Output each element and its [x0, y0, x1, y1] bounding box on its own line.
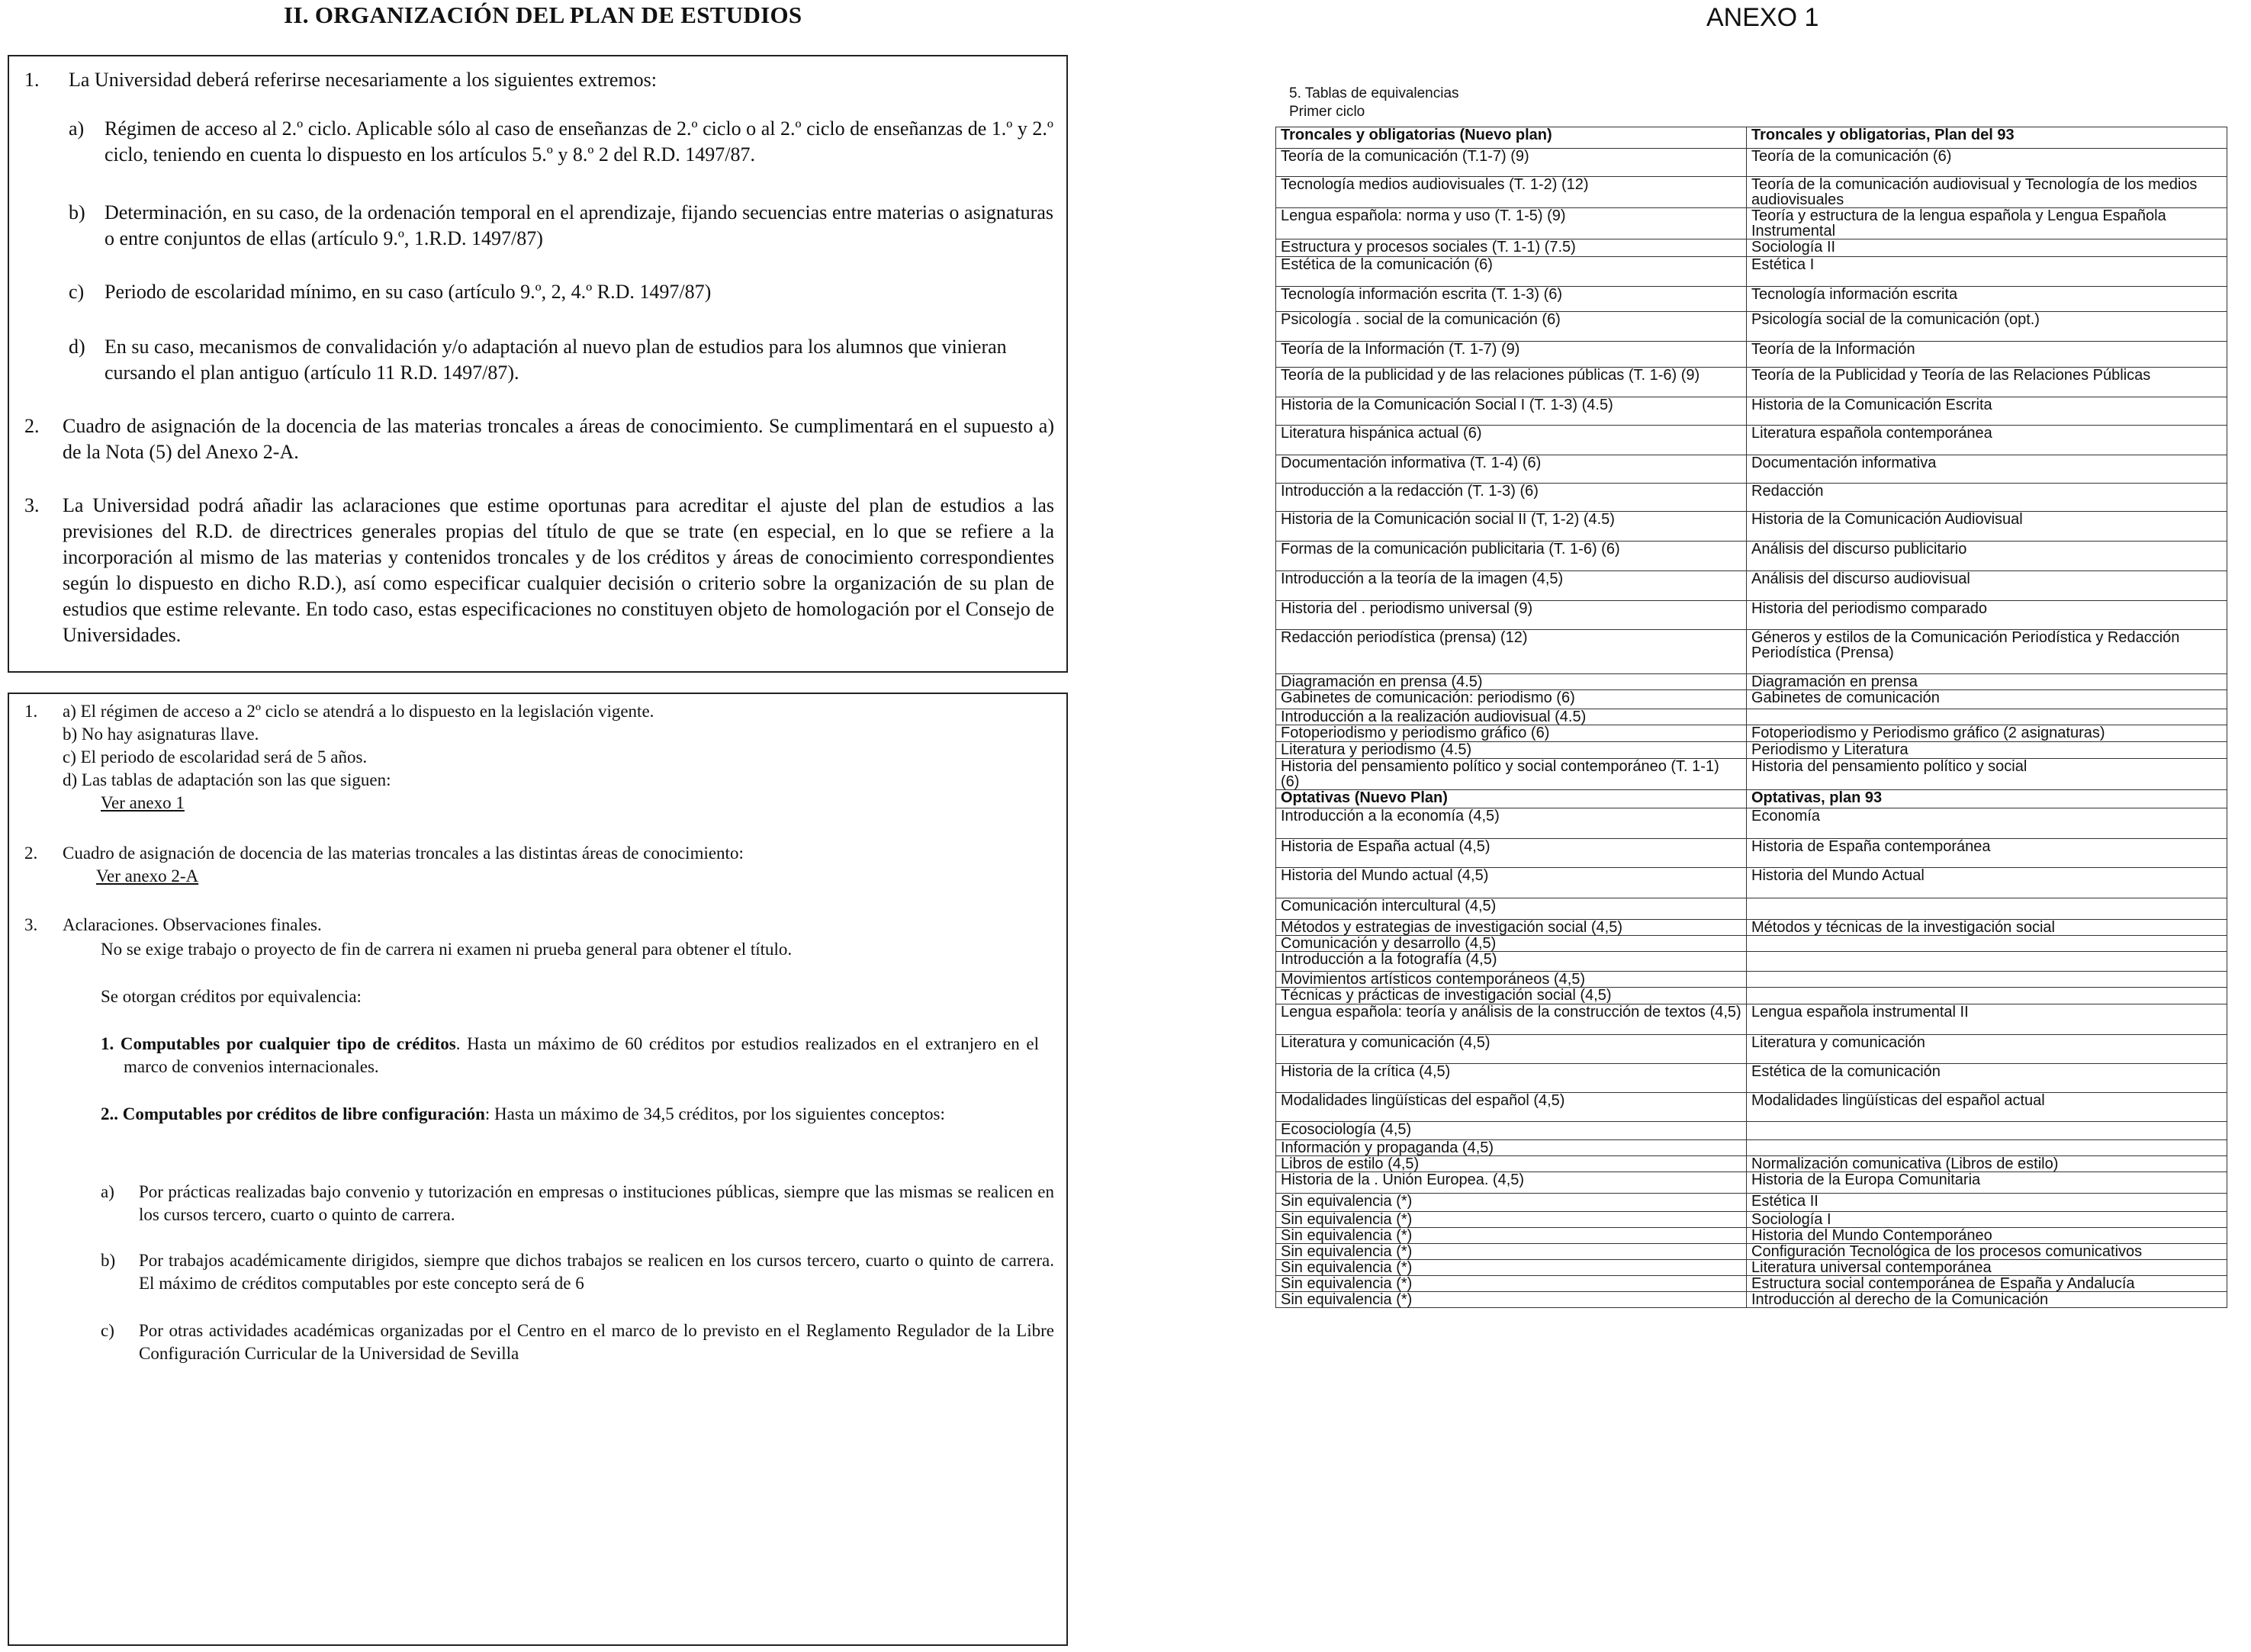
cell-plan-93: Literatura española contemporánea: [1747, 426, 2227, 455]
cell-plan-93: Periodismo y Literatura: [1747, 742, 2227, 759]
cell-new-plan: Formas de la comunicación publicitaria (T. 1-6) (6): [1276, 542, 1747, 571]
cell-new-plan: Modalidades lingüísticas del español (4,5): [1276, 1093, 1747, 1122]
cell-new-plan: Literatura y periodismo (4.5): [1276, 742, 1747, 759]
cell-new-plan: Literatura y comunicación (4,5): [1276, 1035, 1747, 1064]
cell-new-plan: Teoría de la publicidad y de las relaciones públicas (T. 1-6) (9): [1276, 368, 1747, 397]
cell-plan-93: Gabinetes de comunicación: [1747, 690, 2227, 709]
header-cell-plan-93: Optativas, plan 93: [1747, 790, 2227, 808]
cell-new-plan: Introducción a la redacción (T. 1-3) (6): [1276, 484, 1747, 512]
cell-new-plan: Literatura hispánica actual (6): [1276, 426, 1747, 455]
item-letter: a): [101, 1182, 114, 1201]
cell-plan-93: Sociología II: [1747, 239, 2227, 257]
cell-plan-93: [1747, 936, 2227, 952]
credit-concept-2: [101, 1103, 1056, 1126]
cell-new-plan: Introducción a la economía (4,5): [1276, 808, 1747, 839]
cell-new-plan: Historia del Mundo actual (4,5): [1276, 868, 1747, 898]
response-line: c) El periodo de escolaridad será de 5 años.: [63, 747, 368, 767]
cell-new-plan: Lengua española: teoría y análisis de la construcción de textos (4,5): [1276, 1004, 1747, 1035]
cell-new-plan: Tecnología información escrita (T. 1-3) (6): [1276, 287, 1747, 312]
cell-new-plan: Comunicación intercultural (4,5): [1276, 898, 1747, 920]
table-row: [1276, 1004, 2227, 1035]
table-row: [1276, 725, 2227, 742]
cell-plan-93: Literatura universal contemporánea: [1747, 1260, 2227, 1276]
cell-plan-93: Estética II: [1747, 1194, 2227, 1212]
table-row: [1276, 484, 2227, 512]
table-row: [1276, 149, 2227, 177]
cell-new-plan: Redacción periodística (prensa) (12): [1276, 630, 1747, 674]
response-box: [8, 693, 1068, 1646]
cell-plan-93: Historia del Mundo Contemporáneo: [1747, 1228, 2227, 1244]
cell-new-plan: Introducción a la fotografía (4,5): [1276, 952, 1747, 972]
table-row: [1276, 512, 2227, 542]
table-row: [1276, 988, 2227, 1004]
cell-plan-93: Teoría de la comunicación (6): [1747, 149, 2227, 177]
cell-new-plan: Sin equivalencia (*): [1276, 1276, 1747, 1292]
item-number: 3.: [24, 915, 38, 934]
cell-new-plan: Psicología . social de la comunicación (6): [1276, 312, 1747, 342]
response-line: Cuadro de asignación de docencia de las materias troncales a las distintas áreas de conocimiento:: [63, 844, 744, 863]
cell-new-plan: Comunicación y desarrollo (4,5): [1276, 936, 1747, 952]
cell-new-plan: Técnicas y prácticas de investigación social (4,5): [1276, 988, 1747, 1004]
cell-new-plan: Sin equivalencia (*): [1276, 1194, 1747, 1212]
table-row: [1276, 868, 2227, 898]
cell-plan-93: [1747, 988, 2227, 1004]
table-row: [1276, 1035, 2227, 1064]
table-row: [1276, 312, 2227, 342]
section-label: 5. Tablas de equivalencias: [1289, 85, 1459, 101]
cell-new-plan: Sin equivalencia (*): [1276, 1292, 1747, 1308]
response-line: Se otorgan créditos por equivalencia:: [101, 987, 362, 1006]
item-letter: d): [69, 336, 85, 358]
table-row: [1276, 630, 2227, 674]
cell-new-plan: Historia de la Comunicación social II (T, 1-2) (4.5): [1276, 512, 1747, 542]
cell-new-plan: Movimientos artísticos contemporáneos (4,5): [1276, 972, 1747, 988]
cell-plan-93: Modalidades lingüísticas del español actual: [1747, 1093, 2227, 1122]
table-row: [1276, 759, 2227, 790]
cell-plan-93: Configuración Tecnológica de los procesos comunicativos: [1747, 1244, 2227, 1260]
item-letter: b): [69, 201, 85, 223]
cell-new-plan: Sin equivalencia (*): [1276, 1244, 1747, 1260]
table-row: [1276, 674, 2227, 690]
cell-plan-93: Historia de la Europa Comunitaria: [1747, 1172, 2227, 1194]
table-row: [1276, 1093, 2227, 1122]
table-row: [1276, 1276, 2227, 1292]
cell-new-plan: Sin equivalencia (*): [1276, 1228, 1747, 1244]
cell-new-plan: Teoría de la comunicación (T.1-7) (9): [1276, 149, 1747, 177]
cell-plan-93: Métodos y técnicas de la investigación social: [1747, 920, 2227, 936]
annex-1-link[interactable]: Ver anexo 1: [101, 793, 185, 812]
cell-plan-93: Estética I: [1747, 257, 2227, 287]
item-number: 1.: [24, 69, 40, 91]
table-row: [1276, 342, 2227, 368]
credit-concept-2-heading: 2.. Computables por créditos de libre configuración: [101, 1104, 485, 1123]
table-row: [1276, 920, 2227, 936]
cell-new-plan: Tecnología medios audiovisuales (T. 1-2) (12): [1276, 177, 1747, 208]
table-row: [1276, 601, 2227, 630]
cell-plan-93: Lengua española instrumental II: [1747, 1004, 2227, 1035]
cell-new-plan: Estructura y procesos sociales (T. 1-1) (7.5): [1276, 239, 1747, 257]
instruction-text: Cuadro de asignación de la docencia de las materias troncales a áreas de conocimiento. Se cumplimentará en el supuesto a) de la Nota (5) del Anexo 2-A.: [63, 415, 1054, 463]
cell-new-plan: Historia del . periodismo universal (9): [1276, 601, 1747, 630]
cell-plan-93: Análisis del discurso publicitario: [1747, 542, 2227, 571]
table-row: [1276, 368, 2227, 397]
cell-new-plan: Lengua española: norma y uso (T. 1-5) (9): [1276, 208, 1747, 239]
table-row: [1276, 709, 2227, 725]
instruction-text: En su caso, mecanismos de convalidación y/o adaptación al nuevo plan de estudios para los alumnos que vinieran cursando el plan antiguo (artículo 11 R.D. 1497/87).: [105, 336, 1007, 384]
cell-plan-93: Psicología social de la comunicación (opt.): [1747, 312, 2227, 342]
cell-new-plan: Libros de estilo (4,5): [1276, 1156, 1747, 1172]
instruction-text: La Universidad deberá referirse necesariamente a los siguientes extremos:: [69, 69, 657, 91]
table-row: [1276, 426, 2227, 455]
table-row: [1276, 1140, 2227, 1156]
cell-plan-93: Historia del pensamiento político y social: [1747, 759, 2227, 790]
table-header-row: [1276, 790, 2227, 808]
table-row: [1276, 287, 2227, 312]
cell-plan-93: Teoría y estructura de la lengua española y Lengua Española Instrumental: [1747, 208, 2227, 239]
cell-new-plan: Diagramación en prensa (4.5): [1276, 674, 1747, 690]
response-line: Aclaraciones. Observaciones finales.: [63, 915, 322, 934]
item-number: 1.: [24, 702, 38, 721]
table-row: [1276, 839, 2227, 868]
cell-plan-93: Géneros y estilos de la Comunicación Periodística y Redacción Periodística (Prensa): [1747, 630, 2227, 674]
cell-plan-93: Literatura y comunicación: [1747, 1035, 2227, 1064]
table-row: [1276, 972, 2227, 988]
cell-new-plan: Historia de España actual (4,5): [1276, 839, 1747, 868]
table-row: [1276, 952, 2227, 972]
annex-2a-link[interactable]: Ver anexo 2-A: [96, 866, 199, 885]
cell-plan-93: [1747, 1140, 2227, 1156]
item-letter: c): [101, 1321, 114, 1340]
response-line: d) Las tablas de adaptación son las que siguen:: [63, 770, 391, 789]
cell-plan-93: Tecnología información escrita: [1747, 287, 2227, 312]
cell-new-plan: Historia de la Comunicación Social I (T. 1-3) (4.5): [1276, 397, 1747, 426]
cell-new-plan: Sin equivalencia (*): [1276, 1212, 1747, 1228]
cycle-label: Primer ciclo: [1289, 104, 1365, 120]
cell-plan-93: Historia de España contemporánea: [1747, 839, 2227, 868]
cell-new-plan: Sin equivalencia (*): [1276, 1260, 1747, 1276]
cell-plan-93: Sociología I: [1747, 1212, 2227, 1228]
annex-title: ANEXO 1: [1706, 3, 1819, 32]
cell-plan-93: Historia del periodismo comparado: [1747, 601, 2227, 630]
cell-plan-93: Historia de la Comunicación Escrita: [1747, 397, 2227, 426]
table-row: [1276, 455, 2227, 484]
cell-new-plan: Teoría de la Información (T. 1-7) (9): [1276, 342, 1747, 368]
table-row: [1276, 1172, 2227, 1194]
cell-plan-93: Diagramación en prensa: [1747, 674, 2227, 690]
table-row: [1276, 208, 2227, 239]
instruction-text: Determinación, en su caso, de la ordenación temporal en el aprendizaje, fijando secuencias entre materias o asignaturas o entre conjuntos de ellas (artículo 9.º, 1.R.D. 1497/87): [105, 201, 1053, 249]
cell-new-plan: Historia de la crítica (4,5): [1276, 1064, 1747, 1093]
table-row: [1276, 742, 2227, 759]
credit-concept-1-heading: 1. Computables por cualquier tipo de créditos: [101, 1034, 456, 1053]
table-row: [1276, 1064, 2227, 1093]
table-row: [1276, 1156, 2227, 1172]
item-number: 2.: [24, 844, 38, 863]
table-row: [1276, 177, 2227, 208]
cell-new-plan: Historia de la . Unión Europea. (4,5): [1276, 1172, 1747, 1194]
item-letter: b): [101, 1251, 116, 1270]
cell-new-plan: Historia del pensamiento político y social contemporáneo (T. 1-1) (6): [1276, 759, 1747, 790]
cell-plan-93: Economía: [1747, 808, 2227, 839]
cell-plan-93: Estética de la comunicación: [1747, 1064, 2227, 1093]
cell-new-plan: Información y propaganda (4,5): [1276, 1140, 1747, 1156]
item-letter: a): [69, 117, 85, 140]
cell-plan-93: Teoría de la Información: [1747, 342, 2227, 368]
item-number: 3.: [24, 494, 40, 516]
cell-plan-93: Estructura social contemporánea de España y Andalucía: [1747, 1276, 2227, 1292]
item-letter: c): [69, 281, 85, 303]
credit-concept-1: [101, 1033, 1039, 1078]
table-row: [1276, 1292, 2227, 1308]
instruction-text: La Universidad podrá añadir las aclaraciones que estime oportunas para acreditar el ajuste del plan de estudios a las previsiones del R.D. de directrices generales propias del título de que se trate (en especial, en lo que se refiere a la incorporación al mismo de las materias y contenidos troncales y de los créditos y áreas de conocimiento correspondientes según lo dispuesto en dicho R.D.), así como especificar cualquier decisión o criterio sobre la organización de su plan de estudios que estime relevante. En todo caso, estas especificaciones no constituyen objeto de homologación por el Consejo de Universidades.: [63, 494, 1054, 646]
cell-plan-93: [1747, 952, 2227, 972]
cell-plan-93: [1747, 709, 2227, 725]
table-row: [1276, 808, 2227, 839]
table-row: [1276, 1260, 2227, 1276]
cell-plan-93: Historia de la Comunicación Audiovisual: [1747, 512, 2227, 542]
cell-plan-93: Análisis del discurso audiovisual: [1747, 571, 2227, 601]
cell-plan-93: Teoría de la Publicidad y Teoría de las Relaciones Públicas: [1747, 368, 2227, 397]
table-row: [1276, 898, 2227, 920]
table-row: [1276, 1122, 2227, 1140]
credit-concept-1-text: . Hasta un máximo de 60 créditos por estudios realizados en el extranjero en el marco de convenios internacionales.: [124, 1034, 1040, 1076]
cell-plan-93: [1747, 1122, 2227, 1140]
cell-new-plan: Introducción a la realización audiovisual (4.5): [1276, 709, 1747, 725]
cell-new-plan: Fotoperiodismo y periodismo gráfico (6): [1276, 725, 1747, 742]
table-row: [1276, 542, 2227, 571]
response-line: b) No hay asignaturas llave.: [63, 725, 259, 744]
table-row: [1276, 1244, 2227, 1260]
table-row: [1276, 571, 2227, 601]
response-line: Por prácticas realizadas bajo convenio y tutorización en empresas o instituciones públicas, siempre que las mismas se realicen en los cursos tercero, cuarto o quinto de carrera.: [139, 1182, 1054, 1224]
cell-new-plan: Estética de la comunicación (6): [1276, 257, 1747, 287]
cell-plan-93: Normalización comunicativa (Libros de estilo): [1747, 1156, 2227, 1172]
cell-plan-93: Fotoperiodismo y Periodismo gráfico (2 asignaturas): [1747, 725, 2227, 742]
cell-plan-93: [1747, 972, 2227, 988]
table-row: [1276, 257, 2227, 287]
table-row: [1276, 239, 2227, 257]
table-row: [1276, 936, 2227, 952]
cell-new-plan: Ecosociología (4,5): [1276, 1122, 1747, 1140]
response-line: a) El régimen de acceso a 2º ciclo se atendrá a lo dispuesto en la legislación vigente.: [63, 702, 654, 721]
instruction-text: Régimen de acceso al 2.º ciclo. Aplicable sólo al caso de enseñanzas de 2.º ciclo o al 2.º ciclo de enseñanzas de 1.º y 2.º ciclo, teniendo en cuenta lo dispuesto en los artículos 5.º y 8.º 2 del R.D. 1497/87.: [105, 117, 1053, 166]
cell-plan-93: Introducción al derecho de la Comunicación: [1747, 1292, 2227, 1308]
cell-plan-93: [1747, 898, 2227, 920]
header-cell-plan-93: Troncales y obligatorias, Plan del 93: [1747, 127, 2227, 149]
cell-new-plan: Métodos y estrategias de investigación social (4,5): [1276, 920, 1747, 936]
page-title: II. ORGANIZACIÓN DEL PLAN DE ESTUDIOS: [284, 2, 802, 28]
cell-new-plan: Gabinetes de comunicación: periodismo (6): [1276, 690, 1747, 709]
cell-plan-93: Teoría de la comunicación audiovisual y Tecnología de los medios audiovisuales: [1747, 177, 2227, 208]
cell-plan-93: Historia del Mundo Actual: [1747, 868, 2227, 898]
header-cell-new-plan: Troncales y obligatorias (Nuevo plan): [1276, 127, 1747, 149]
table-row: [1276, 1212, 2227, 1228]
equivalence-table: [1275, 127, 2227, 1308]
table-row: [1276, 1228, 2227, 1244]
table-row: [1276, 397, 2227, 426]
credit-concept-2-text: : Hasta un máximo de 34,5 créditos, por los siguientes conceptos:: [484, 1104, 945, 1123]
header-cell-new-plan: Optativas (Nuevo Plan): [1276, 790, 1747, 808]
response-line: Por trabajos académicamente dirigidos, siempre que dichos trabajos se realicen en los cursos tercero, cuarto o quinto de carrera. El máximo de créditos computables por este concepto será de 6: [139, 1251, 1054, 1293]
cell-new-plan: Introducción a la teoría de la imagen (4,5): [1276, 571, 1747, 601]
cell-plan-93: Documentación informativa: [1747, 455, 2227, 484]
table-row: [1276, 1194, 2227, 1212]
response-line: No se exige trabajo o proyecto de fin de carrera ni examen ni prueba general para obtener el título.: [101, 940, 793, 959]
item-number: 2.: [24, 415, 40, 437]
instruction-text: Periodo de escolaridad mínimo, en su caso (artículo 9.º, 2, 4.º R.D. 1497/87): [105, 281, 712, 303]
table-row: [1276, 690, 2227, 709]
cell-new-plan: Documentación informativa (T. 1-4) (6): [1276, 455, 1747, 484]
table-header-row: [1276, 127, 2227, 149]
response-line: Por otras actividades académicas organizadas por el Centro en el marco de lo previsto en el Reglamento Regulador de la Libre Configuración Curricular de la Universidad de Sevilla: [139, 1321, 1054, 1363]
cell-plan-93: Redacción: [1747, 484, 2227, 512]
